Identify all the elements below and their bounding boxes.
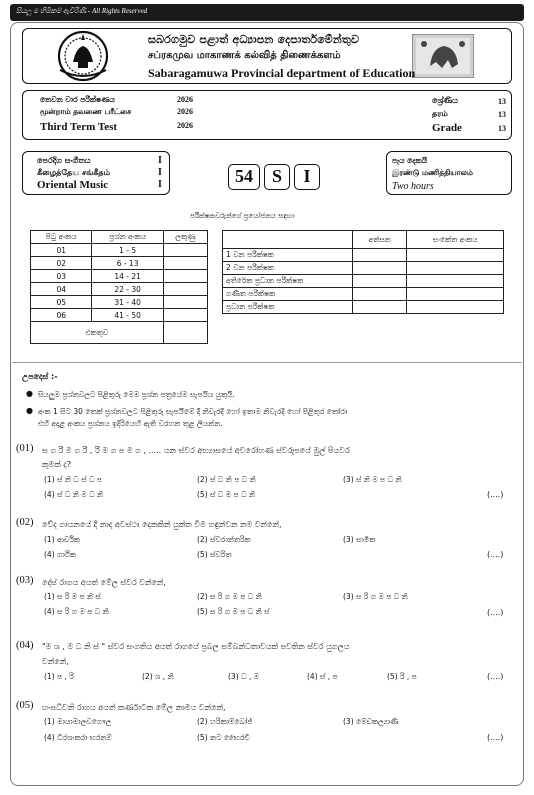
option: (1) මායාමාලවගෞල <box>44 717 112 726</box>
option: (5) ස්වරිත <box>197 550 232 559</box>
code-cell <box>407 249 504 262</box>
page-number-cell: 01 <box>31 244 92 257</box>
option: (3) ස රි ග ම ප ධ නි <box>343 592 408 601</box>
instruction-2-line-2: එහි අදාළ අංකය ප්‍රශ්නය ඉදිරියෙහි ඇති වරහන තුළ ලියන්න. <box>38 419 223 428</box>
option: (5) රි , ප <box>387 672 417 681</box>
signature-cell <box>353 275 407 288</box>
question-text: වන්නේ, <box>42 657 69 666</box>
option: (3) ධ , ම <box>228 672 260 681</box>
code-cell <box>407 275 504 288</box>
option: (1) ප , රි <box>44 672 74 681</box>
instruction-1: සියලුම ප්‍රශ්නවලට පිළිතුරු මෙම ප්‍රශ්න පත්‍රයේම සැපයිය යුතුයි. <box>38 390 235 399</box>
exam-year: 2026 <box>177 95 193 104</box>
question-range-cell: 6 - 13 <box>92 257 163 270</box>
question-text: කුමක් ද? <box>42 460 72 469</box>
question-number: (04) <box>16 640 34 651</box>
page-number-cell: 03 <box>31 270 92 283</box>
examiner-role: 2 වන පරීක්ෂක <box>223 262 353 275</box>
question-range-cell: 14 - 21 <box>92 270 163 283</box>
bullet-icon: ● <box>26 406 33 415</box>
time-sinhala: පැය දෙකයි <box>392 156 428 165</box>
marks-cell <box>163 244 207 257</box>
signature-cell <box>353 262 407 275</box>
score-table <box>30 230 208 344</box>
grade-label-sinhala: ශ්‍රේණිය <box>432 96 458 105</box>
answer-bracket[interactable]: (....) <box>487 550 504 559</box>
question-range-cell: 1 - 5 <box>92 244 163 257</box>
option: (2) ස රි ග ම ප ධ නි <box>197 592 262 601</box>
header-title-tamil: சப்ரகமுவ மாகாணக் கல்வித் திணைக்களம் <box>148 50 341 61</box>
page-number-cell: 02 <box>31 257 92 270</box>
question-text: වේද ගායනයේ දී නාද අවස්ථා දෙකකින් යුක්ත වීම හඳුන්වන නම වන්නේ, <box>42 520 282 529</box>
section-divider <box>12 362 522 363</box>
paper-number: I <box>158 179 162 190</box>
subject-tamil: கீழைத்தேய சங்கீதம் <box>37 168 111 177</box>
time-english: Two hours <box>392 181 434 192</box>
question-number: (03) <box>16 575 34 586</box>
page-number-cell: 05 <box>31 296 92 309</box>
question-number: (05) <box>16 700 34 711</box>
question-number: (02) <box>16 517 34 528</box>
option: (2) ස් ධ නි ප ධ නි <box>197 475 256 484</box>
bullet-icon: ● <box>26 389 33 398</box>
examiner-use-heading: පරීක්ෂකවරුන්ගේ ප්‍රයෝජනය සඳහා <box>190 212 295 220</box>
option: (1) ස රි ම ප නි ස් <box>44 592 101 601</box>
option: (4) ගාථික <box>44 550 77 559</box>
marks-cell <box>163 283 207 296</box>
table-header: පිටු අංකය <box>31 231 92 244</box>
option: (4) ධීරශංකරා භරනම් <box>44 733 112 742</box>
answer-bracket[interactable]: (....) <box>487 490 504 499</box>
option: (3) මේචකල්‍යාණි <box>343 717 399 726</box>
exam-label-english: Third Term Test <box>40 121 118 133</box>
table-header: අත්සන <box>353 231 407 249</box>
table-header-empty <box>223 231 353 249</box>
signature-cell <box>353 288 407 301</box>
subject-code-paper: I <box>294 164 320 190</box>
exam-label-tamil: மூன்றாம் தவணை பரீட்சை <box>40 107 132 116</box>
option: (2) ස්වරාන්තරික <box>197 535 251 544</box>
marks-cell <box>163 257 207 270</box>
option: (1) ස් නි ධ ස් ධ ප <box>44 475 102 484</box>
answer-bracket[interactable]: (....) <box>487 672 504 681</box>
page-number-cell: 06 <box>31 309 92 322</box>
question-text: හංසධ්වනි රාගය අයත් කර්ණාටක මේල නාමය වන්නේ, <box>42 703 226 712</box>
table-header: ලකුණු <box>163 231 207 244</box>
header-title-sinhala: සබරගමුව පළාත් අධ්‍යාපන දෙපාර්තමේන්තුව <box>148 33 360 46</box>
code-cell <box>407 288 504 301</box>
option: (1) ආර්චික <box>44 535 80 544</box>
signature-cell <box>353 249 407 262</box>
paper-number: I <box>158 155 162 166</box>
time-tamil: இரண்டு மணித்தியாலம் <box>392 168 473 177</box>
examiner-role: අතිරේක ප්‍රධාන පරීක්ෂක <box>223 275 353 288</box>
grade-value: 13 <box>498 124 506 133</box>
question-range-cell: 22 - 30 <box>92 283 163 296</box>
option: (4) ස රි ග ම ප ධ නි <box>44 607 109 616</box>
option: (2) ශ , නි <box>142 672 174 681</box>
grade-value: 13 <box>498 97 506 106</box>
examiner-role: ගණිත පරීක්ෂක <box>223 288 353 301</box>
signature-cell <box>353 301 407 314</box>
instructions-title: උපදෙස් :- <box>22 372 58 381</box>
page-number-cell: 04 <box>31 283 92 296</box>
sri-lanka-emblem-icon <box>54 30 112 82</box>
header-title-english: Sabaragamuwa Provincial department of Education <box>148 66 416 80</box>
question-text: "ම ශ , ම ධ නි ස් " ස්වර සංගතිය අයත් රාගයේ ප්‍රබල සම්බන්ධතාවයක් පවතින ස්වර යුගලය <box>42 642 350 651</box>
grade-label-english: Grade <box>432 122 462 134</box>
exam-year: 2026 <box>177 107 193 116</box>
copyright-bar: සියලු ම හිමිකම් ඇවිරිණි - All Rights Reserved <box>10 4 524 21</box>
question-range-cell: 41 - 50 <box>92 309 163 322</box>
question-text: දේස් රාගය අයත් මේල ස්වර වන්නේ, <box>42 578 166 587</box>
option: (3) ස් නි ම ප ධ නි <box>343 475 402 484</box>
option: (4) ස් ධ නි ම ධ නි <box>44 490 104 499</box>
subject-english: Oriental Music <box>37 179 109 191</box>
subject-sinhala: පෙරදිග සංගීතය <box>37 156 91 165</box>
option: (5) ස රි ග ම ප ධ නි ස් <box>197 607 270 616</box>
option: (3) සාමික <box>343 535 376 544</box>
exam-year: 2026 <box>177 121 193 130</box>
grade-label-tamil: தரம் <box>432 109 448 118</box>
question-number: (01) <box>16 443 34 454</box>
table-header: සංකේත අංකය <box>407 231 504 249</box>
grade-value: 13 <box>498 110 506 119</box>
total-marks-cell <box>163 322 207 344</box>
examiner-role: 1 වන පරීක්ෂක <box>223 249 353 262</box>
table-header: ප්‍රශ්න අංකය <box>92 231 163 244</box>
instruction-2-line-1: අංක 1 සිට 30 තෙක් ප්‍රශ්නවලට පිළිතුරු සැපයීමේ දී නිවැරදි හෝ ඉතාම නිවැරදි හෝ පිළිතුර තෝරා <box>38 407 348 416</box>
option: (5) නට භෛරවී <box>197 733 250 742</box>
question-text: ස ග රි ම ග රි , රි ම ග ප ම ග , ..... යන ස්වර අභ්‍යාසයේ අවරෝහණ ස්වරූපයේ මුල් පියවර <box>42 446 350 455</box>
option: (5) ස් ධ ම ප ධ නි <box>197 490 255 499</box>
marks-cell <box>163 296 207 309</box>
marks-cell <box>163 270 207 283</box>
code-cell <box>407 301 504 314</box>
code-cell <box>407 262 504 275</box>
examiner-role: ප්‍රධාන පරීක්ෂක <box>223 301 353 314</box>
marks-cell <box>163 309 207 322</box>
provincial-flag-icon <box>412 34 474 78</box>
total-label: එකතුව <box>31 322 164 344</box>
subject-code-medium: S <box>264 164 290 190</box>
option: (2) හරිකාම්බෝජ් <box>197 717 253 726</box>
option: (4) ස් , ප <box>307 672 338 681</box>
answer-bracket[interactable]: (....) <box>487 608 504 617</box>
answer-bracket[interactable]: (....) <box>487 733 504 742</box>
subject-code: 54 <box>228 164 260 190</box>
exam-label-sinhala: තෙවන වාර පරීක්ෂණය <box>40 95 115 104</box>
examiner-table <box>222 230 504 314</box>
paper-number: I <box>158 167 162 178</box>
question-range-cell: 31 - 40 <box>92 296 163 309</box>
